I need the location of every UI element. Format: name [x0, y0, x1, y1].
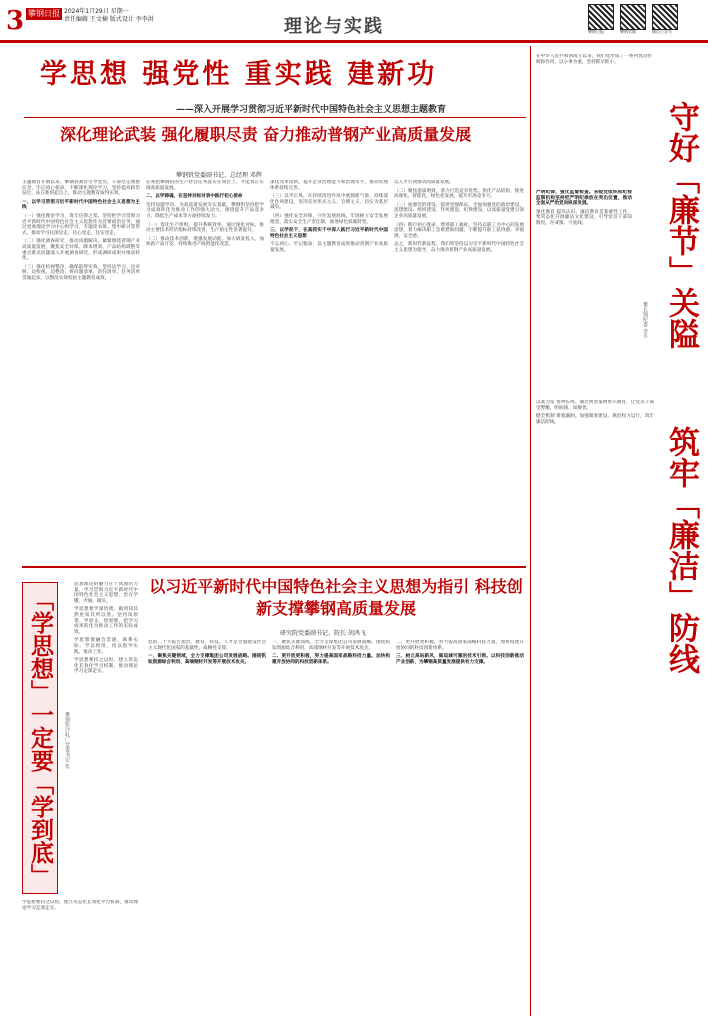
- section-heading: 一、聚焦关键领域，全力支撑集团公司发展战略。围绕钒钛资源综合利用、高端钢材开发等开展技术攻关。: [148, 654, 266, 665]
- section-divider: [22, 566, 526, 568]
- center-column-2: [272, 640, 390, 1012]
- left-byline: 攀钢钒冷轧厂党委书记 张: [64, 711, 70, 769]
- article-column-1: [22, 180, 140, 560]
- article-column-3: [270, 180, 388, 560]
- paragraph: 不忘初心、牢记使命，以主题教育成果推动普钢产业高质量发展。: [270, 242, 388, 253]
- article-column-2: [146, 180, 264, 560]
- header-divider: [0, 40, 708, 43]
- divider: [24, 117, 526, 118]
- section-heading: 二、更开放更积极，努力提高国家战略科技力量。加快构建开放协同的科技创新体系。: [272, 654, 390, 665]
- paragraph: 以案为鉴 警钟长鸣。通过典型案例警示教育，让党员干部受警醒、明底线、知敬畏。: [536, 400, 654, 411]
- right-title-1: 守好「廉节」关隘: [663, 101, 699, 349]
- page-header: [0, 0, 708, 44]
- masthead-logo: 攀钢日报: [28, 9, 60, 18]
- qr-label: 攀钢官微: [620, 29, 636, 34]
- right-intro: 在中华人民共和国成立以来，我们党形成了一系列优良传统和作风，以小事为重，坚持抓早抓小。: [536, 54, 652, 65]
- paragraph: 主题教育开展以来，攀钢钒教育引导党员、干部坚定理想信念，牢记初心使命，不断深化理论学习，坚持提高政治站位，站在新的起点上，推动主题教育取得实效。: [22, 180, 140, 197]
- date-line: [64, 8, 154, 24]
- paragraph: 学思想要融会贯通，联系实际、学以致用，用以指导实践、推动工作。: [74, 638, 138, 655]
- vertical-title-box: [22, 582, 58, 894]
- paragraph: （二）聚焦提质增效，着力打造竞争优势。优化产品结构，推进高端化、智能化、绿色化发展，提升市场竞争力。: [394, 188, 524, 200]
- paragraph: （三）以学正风，在持续改进作风中展现新气象。持续深化作风建设，坚决反对形式主义、官僚主义，切实为基层减负。: [270, 194, 388, 211]
- paragraph: 总之，新时代新征程，我们将坚持以习近平新时代中国特色社会主义思想为指导，奋力推动普钢产业高质量发展。: [394, 242, 524, 253]
- paragraph: 一、聚焦关键领域，全力支撑集团公司发展战略。围绕钒钛资源综合利用、高端钢材开发等开展技术攻关。: [272, 640, 390, 651]
- paragraph: 强化教育 提高认识。廉洁教育是基础性工作，要常态化开展廉洁文化建设，引导党员干部知敬畏、存戒惧、守底线。: [536, 209, 632, 226]
- qr-code-icon: [652, 4, 678, 30]
- article-byline: 攀钢钒党委副书记、总经理 邓辉: [176, 172, 262, 179]
- qr-code-icon: [620, 4, 646, 30]
- qr-label: 攀钢日报: [588, 29, 604, 34]
- paragraph: 党的二十大报告指出，教育、科技、人才是全面建设社会主义现代化国家的基础性、战略性支撑。: [148, 640, 266, 651]
- paragraph: （三）加强党的建设，提供坚强保证。全面加强党的政治建设、思想建设、组织建设、作风建设、纪律建设，以高质量党建引领企业高质量发展。: [394, 202, 524, 219]
- paragraph: 学思想要持之以恒，建立常态化长效化学习机制，推动理论学习走深走实。: [74, 658, 138, 675]
- center-headline: 以习近平新时代中国特色社会主义思想为指引 科技创新支撑攀钢高质量发展: [149, 577, 523, 618]
- editor-text: 责任编辑 王文楠 版式设计 李李洪: [64, 16, 154, 23]
- date-text: 2024年1月29日 星期一: [64, 8, 129, 15]
- right-title-2: 筑牢「廉洁」防线: [663, 426, 699, 674]
- right-body-2: [536, 400, 654, 1012]
- paragraph: 深化改革创新，提升企业治理能力和治理水平，推动管理体系持续完善。: [270, 180, 388, 191]
- section-heading: 三、以学促干，在真抓实干中深入践行习近平新时代中国特色社会主义思想: [270, 228, 388, 239]
- section-heading: 一、以学习贯彻习近平新时代中国特色社会主义思想为主线: [22, 199, 140, 211]
- paragraph: 健全机制 堵塞漏洞。加强制度建设，规范权力运行，筑牢廉洁防线。: [536, 414, 654, 425]
- right-body-1: [536, 190, 632, 390]
- article-column-4: [394, 180, 524, 560]
- paragraph: 学思想要学深悟透，做到知其然更知其所以然。坚持读原著、学原文、悟原理，把学习成果转化为推动工作的实际成效。: [74, 607, 138, 635]
- paragraph: （四）强化安全环保，守住发展底线。牢固树立安全发展理念，落实安全生产责任制，推进绿色低碳转型。: [270, 213, 388, 225]
- paragraph: 二、更开放更积极，努力提高国家战略科技力量。加快构建开放协同的科技创新体系。: [396, 640, 524, 651]
- paragraph: （一）优化生产组织，提升系统效率。通过深化对标，推动主要技术经济指标持续改善，生产稳定性显著提升。: [146, 222, 264, 234]
- paragraph: （三）强化检视整改，确保取得实效。坚持边学习、边对照、边检视、边整改，将问题清单、责任清单、任务清单贯通起来，以整改实效检验主题教育成效。: [22, 264, 140, 281]
- paragraph: （一）强化理论学习，筑牢信仰之基。坚持把学习贯彻习近平新时代中国特色社会主义思想作为首要政治任务，通过党委理论学习中心组学习、专题读书班、集中研讨等形式，推动学习往深里走、往心里走、往实里走。: [22, 213, 140, 236]
- paragraph: 必须把攀钢钒的生产经营任务落实在岗位上，才能真正实现高质量发展。: [146, 180, 264, 191]
- left-body-continued: 学思想要持之以恒，建立常态化长效化学习机制，推动理论学习走深走实。: [22, 900, 138, 911]
- main-headline: 学思想 强党性 重实践 建新功: [40, 59, 438, 90]
- main-subheadline: ——深入开展学习贯彻习近平新时代中国特色社会主义思想主题教育: [176, 105, 447, 115]
- section-title: 理论与实践: [284, 16, 384, 37]
- qr-code-icon: [588, 4, 614, 30]
- right-byline: 攀长钢纪委 李平: [642, 301, 648, 339]
- center-column-3: [396, 640, 524, 1012]
- paragraph: （四）践行初心使命，增进职工福祉。坚持以职工为中心的发展思想，着力解决职工急难愁盼问题，不断提升职工获得感、幸福感、安全感。: [394, 222, 524, 239]
- paragraph: （二）推动技术创新，增强发展动能。加大研发投入，加快新产品开发，持续推进产线智能化改造。: [146, 236, 264, 248]
- left-vertical-title: 「学思想」一定要「学到底」: [27, 587, 54, 887]
- paragraph: 以人才引领推动高质量发展。: [394, 180, 454, 185]
- section-heading: 三、树立高站新风，做追城可靠的技术引领。以科技创新推动产业创新，为攀钢高质量发展提供有力支撑。: [396, 654, 524, 665]
- paragraph: 坚持问题导向，为高质量发展夯实基础。攀钢钒坚持把学习成效转化为推动工作的强大动力，围绕提升产品竞争力、降低生产成本等方面持续发力。: [146, 202, 264, 219]
- paragraph: 严明纪律，强化监督检查。各级党组织和纪检监察机构坚持把严明纪律放在突出位置，推动全面从严治党向纵深发展。: [536, 190, 632, 207]
- section-heading: 二、以学铸魂，在坚持对标对表中践行初心使命: [146, 194, 243, 200]
- qr-label: 微信公众号: [652, 29, 672, 34]
- article-headline: 深化理论武装 强化履职尽责 奋力推动普钢产业高质量发展: [60, 125, 472, 144]
- center-byline: 研究院党委副书记、院长 胡鸿飞: [280, 630, 366, 637]
- column-divider: [530, 46, 531, 1016]
- paragraph: （二）强化调查研究，推动问题解决。紧紧围绕普钢产业高质量发展，聚焦安全环保、降本增效、产品结构调整等重点难点问题深入开展调查研究，形成调研成果并推动转化。: [22, 239, 140, 262]
- page-number: 3: [6, 6, 25, 36]
- center-column-1: [148, 640, 266, 1012]
- paragraph: 思想理论的魅力在于真理的力量，学习贯彻习近平新时代中国特色社会主义思想，贵在学懂、弄通、做实。: [74, 582, 138, 604]
